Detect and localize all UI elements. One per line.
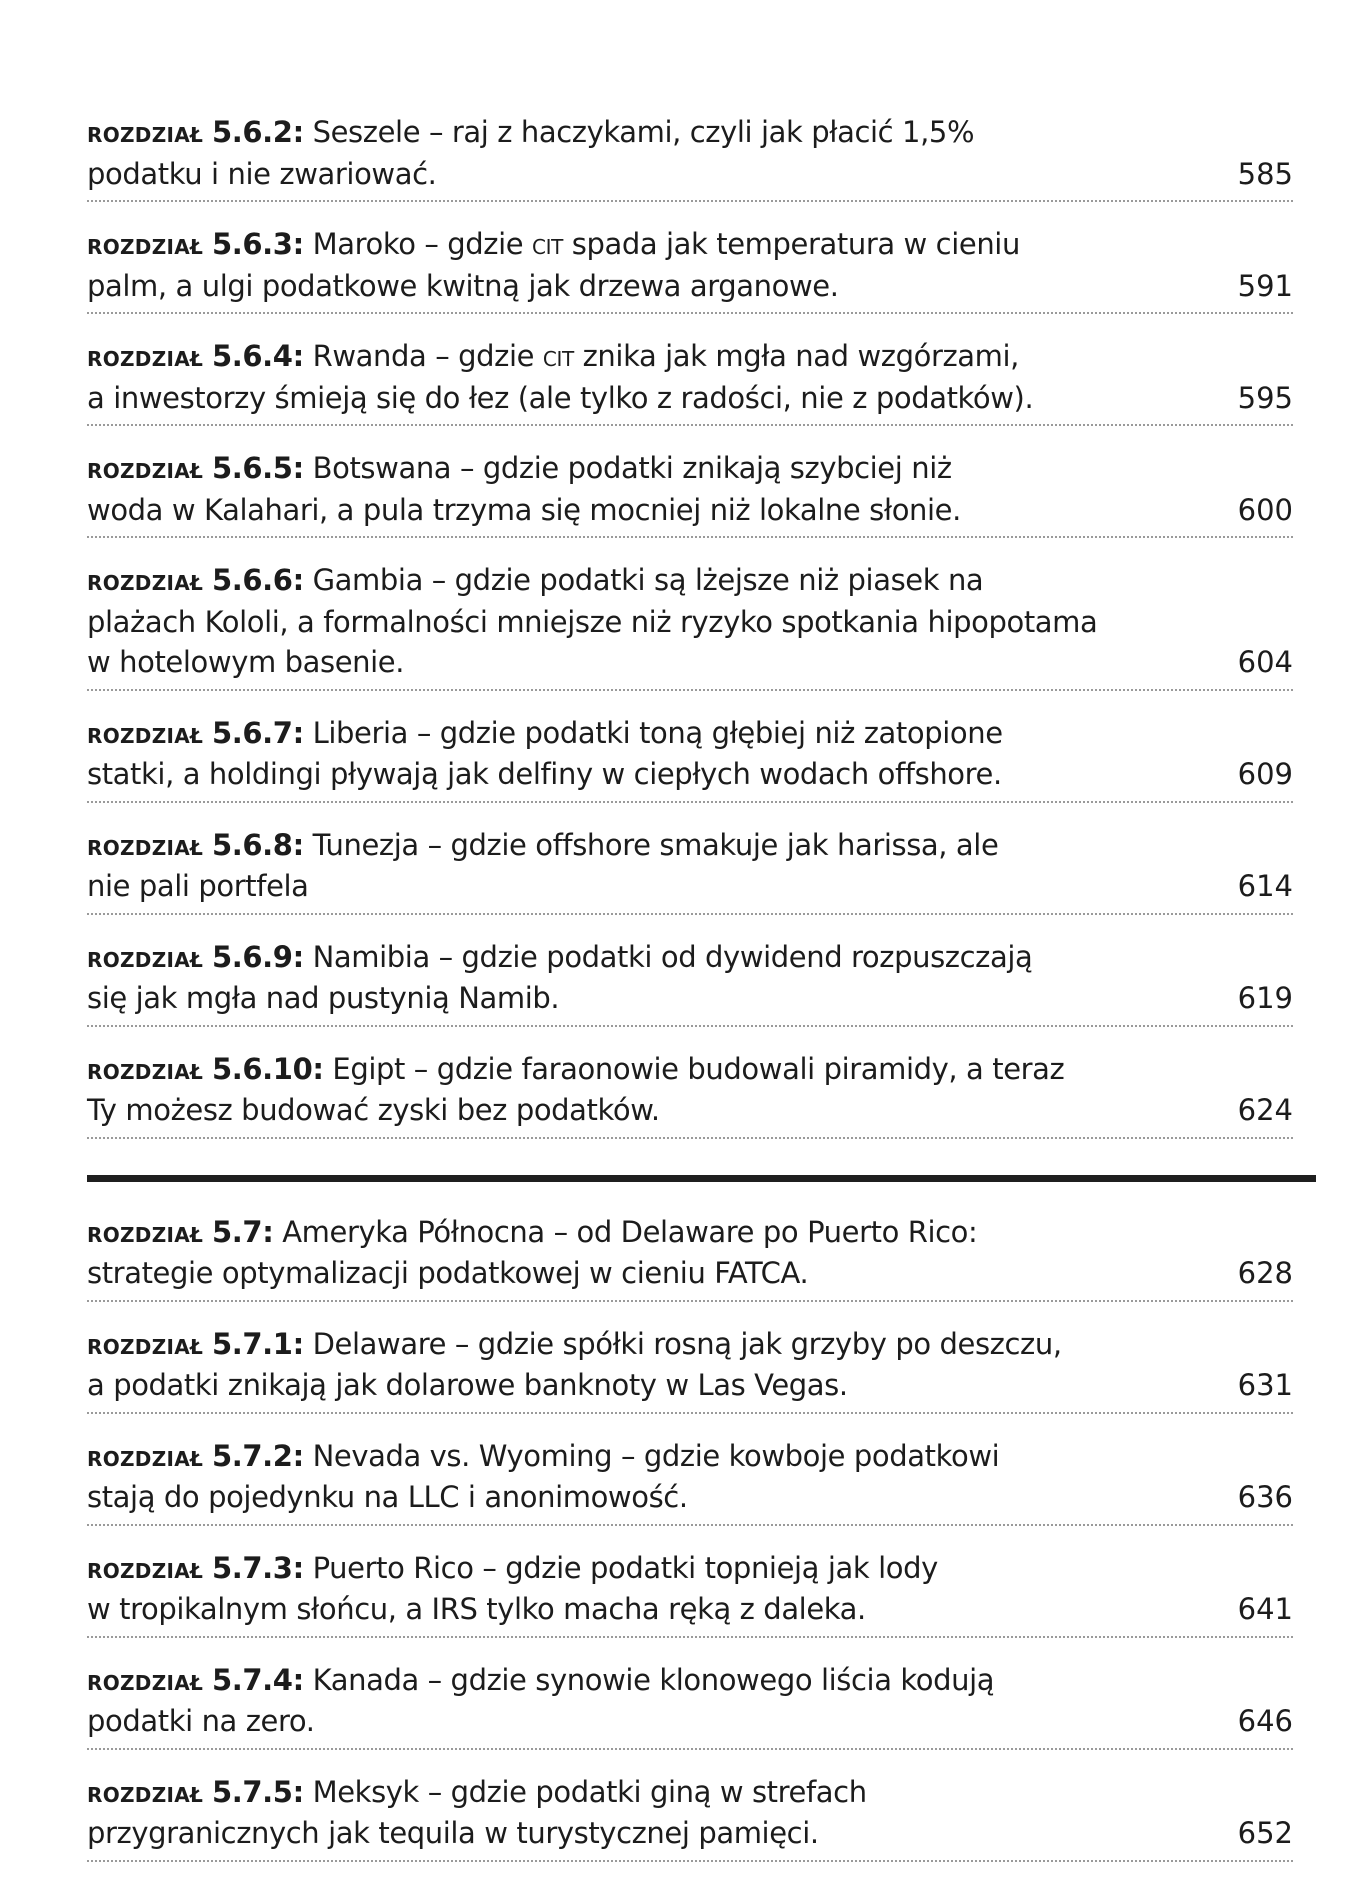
- title-line: Kanada – gdzie synowie klonowego liścia kodują: [312, 1662, 995, 1697]
- toc-entry[interactable]: [87, 1772, 1293, 1862]
- chapter-number: 5.6.9: [212, 939, 293, 974]
- title-line: Maroko – gdzie cit spada jak temperatura w cieniu: [312, 227, 1020, 261]
- toc-entry[interactable]: [87, 713, 1293, 803]
- page-number: 652: [1237, 1816, 1293, 1850]
- chapter-colon: :: [292, 563, 304, 597]
- entry-title: [87, 1324, 1177, 1406]
- chapter-number: 5.6.8: [212, 827, 293, 862]
- title-line: palm, a ulgi podatkowe kwitną jak drzewa arganowe.: [87, 268, 839, 303]
- chapter-title-text: [87, 1775, 867, 1851]
- title-line: w hotelowym basenie.: [87, 645, 405, 679]
- toc-entry[interactable]: [87, 224, 1293, 314]
- chapter-colon: :: [312, 1051, 324, 1086]
- chapter-colon: :: [292, 1550, 304, 1585]
- toc-entry[interactable]: [87, 1548, 1293, 1638]
- entry-title: [87, 448, 1177, 530]
- page-number: 624: [1237, 1093, 1293, 1127]
- page-number: 628: [1237, 1256, 1293, 1290]
- chapter-number: 5.7.4: [212, 1662, 293, 1697]
- chapter-colon: :: [292, 1662, 304, 1697]
- chapter-colon: :: [292, 115, 304, 149]
- chapter-label: rozdział: [87, 716, 204, 750]
- chapter-number: 5.6.3: [212, 227, 293, 261]
- page-number: 585: [1237, 156, 1293, 191]
- chapter-colon: :: [292, 1326, 304, 1361]
- title-line: stają do pojedynku na LLC i anonimowość.: [87, 1480, 688, 1514]
- chapter-label: rozdział: [87, 1551, 204, 1585]
- title-line: Puerto Rico – gdzie podatki topnieją jak lody: [312, 1550, 938, 1585]
- chapter-label: rozdział: [87, 828, 204, 862]
- title-line: nie pali portfela: [87, 869, 309, 903]
- entry-title: [87, 336, 1177, 418]
- title-line: Liberia – gdzie podatki toną głębiej niż zatopione: [312, 715, 1003, 750]
- toc-entry[interactable]: [87, 112, 1293, 202]
- chapter-label: rozdział: [87, 116, 204, 149]
- chapter-label: rozdział: [87, 228, 204, 261]
- chapter-label: rozdział: [87, 940, 204, 974]
- toc-entry[interactable]: [87, 937, 1293, 1027]
- title-line: a podatki znikają jak dolarowe banknoty w Las Vegas.: [87, 1368, 848, 1402]
- title-line: strategie optymalizacji podatkowej w cieniu FATCA.: [87, 1256, 809, 1290]
- page-number: 641: [1237, 1592, 1293, 1626]
- title-line: Botswana – gdzie podatki znikają szybciej niż: [312, 451, 952, 485]
- title-line: Ty możesz budować zyski bez podatków.: [87, 1093, 660, 1127]
- chapter-number: 5.7.1: [212, 1326, 293, 1361]
- title-line: plażach Kololi, a formalności mniejsze niż ryzyko spotkania hipopotama: [87, 604, 1098, 639]
- title-line: statki, a holdingi pływają jak delfiny w ciepłych wodach offshore.: [87, 757, 1002, 791]
- chapter-label: rozdział: [87, 1439, 204, 1473]
- entry-title: [87, 1212, 1177, 1294]
- toc-section-north-america: [87, 1212, 1293, 1862]
- chapter-number: 5.6.4: [212, 339, 293, 373]
- title-line: przygranicznych jak tequila w turystycznej pamięci.: [87, 1816, 819, 1850]
- page-number: 646: [1237, 1704, 1293, 1738]
- title-line: a inwestorzy śmieją się do łez (ale tylko z radości, nie z podatków).: [87, 380, 1034, 415]
- entry-title: [87, 937, 1177, 1019]
- toc-entry[interactable]: [87, 1324, 1293, 1414]
- page-number: 636: [1237, 1480, 1293, 1514]
- title-line: w tropikalnym słońcu, a IRS tylko macha ręką z daleka.: [87, 1592, 866, 1626]
- title-line: się jak mgła nad pustynią Namib.: [87, 981, 560, 1015]
- title-line: Ameryka Północna – od Delaware po Puerto Rico:: [282, 1214, 978, 1249]
- title-line: woda w Kalahari, a pula trzyma się mocniej niż lokalne słonie.: [87, 492, 961, 527]
- chapter-number: 5.7: [212, 1214, 263, 1249]
- page-number: 609: [1237, 757, 1293, 791]
- chapter-colon: :: [292, 715, 304, 750]
- chapter-number: 5.7.3: [212, 1550, 293, 1585]
- toc-entry[interactable]: [87, 560, 1293, 691]
- chapter-colon: :: [262, 1214, 274, 1249]
- chapter-colon: :: [292, 1774, 304, 1809]
- chapter-label: rozdział: [87, 452, 204, 485]
- title-line: Rwanda – gdzie cit znika jak mgła nad wzgórzami,: [312, 339, 1019, 373]
- chapter-label: rozdział: [87, 564, 204, 597]
- chapter-number: 5.6.6: [212, 563, 293, 597]
- page-number: 631: [1237, 1368, 1293, 1402]
- toc-entry[interactable]: [87, 336, 1293, 426]
- chapter-label: rozdział: [87, 340, 204, 373]
- entry-title: [87, 1548, 1177, 1630]
- chapter-colon: :: [292, 339, 304, 373]
- chapter-colon: :: [292, 939, 304, 974]
- title-line: Nevada vs. Wyoming – gdzie kowboje podatkowi: [312, 1438, 1000, 1473]
- toc-entry[interactable]: [87, 825, 1293, 915]
- chapter-number: 5.6.5: [212, 451, 293, 485]
- table-of-contents: [87, 112, 1293, 1884]
- toc-entry[interactable]: [87, 1212, 1293, 1302]
- page-number: 595: [1237, 380, 1293, 415]
- chapter-label: rozdział: [87, 1215, 204, 1249]
- chapter-colon: :: [292, 1438, 304, 1473]
- title-line: Seszele – raj z haczykami, czyli jak płacić 1,5%: [312, 115, 975, 149]
- entry-title: [87, 713, 1177, 795]
- entry-title: [87, 560, 1177, 683]
- chapter-label: rozdział: [87, 1663, 204, 1697]
- chapter-colon: :: [292, 227, 304, 261]
- title-line: Egipt – gdzie faraonowie budowali piramidy, a teraz: [332, 1051, 1065, 1086]
- toc-entry[interactable]: [87, 1049, 1293, 1139]
- page-number: 600: [1237, 492, 1293, 527]
- chapter-label: rozdział: [87, 1052, 204, 1086]
- entry-title: [87, 1436, 1177, 1518]
- title-line: podatki na zero.: [87, 1704, 315, 1738]
- chapter-label: rozdział: [87, 1327, 204, 1361]
- chapter-number: 5.6.10: [212, 1051, 313, 1086]
- entry-title: [87, 224, 1177, 306]
- page-number: 604: [1237, 645, 1293, 679]
- chapter-number: 5.6.7: [212, 715, 293, 750]
- chapter-number: 5.6.2: [212, 115, 293, 149]
- page-number: 619: [1237, 981, 1293, 1015]
- title-line: Tunezja – gdzie offshore smakuje jak harissa, ale: [312, 827, 999, 862]
- entry-title: [87, 1049, 1177, 1131]
- title-line: Delaware – gdzie spółki rosną jak grzyby po deszczu,: [312, 1326, 1062, 1361]
- title-line: podatku i nie zwariować.: [87, 156, 437, 191]
- chapter-number: 5.7.2: [212, 1438, 293, 1473]
- toc-entry[interactable]: [87, 1436, 1293, 1526]
- entry-title: [87, 1772, 1177, 1854]
- toc-section-africa: [87, 112, 1293, 1139]
- toc-entry[interactable]: [87, 1660, 1293, 1750]
- chapter-colon: :: [292, 451, 304, 485]
- page-number: 591: [1237, 268, 1293, 303]
- entry-title: [87, 112, 1177, 194]
- toc-entry[interactable]: [87, 448, 1293, 538]
- chapter-number: 5.7.5: [212, 1774, 293, 1809]
- chapter-label: rozdział: [87, 1775, 204, 1809]
- page-number: 614: [1237, 869, 1293, 903]
- entry-title: [87, 825, 1177, 907]
- title-line: Meksyk – gdzie podatki giną w strefach: [312, 1774, 867, 1809]
- section-divider: [87, 1175, 1316, 1182]
- title-line: Namibia – gdzie podatki od dywidend rozpuszczają: [312, 939, 1033, 974]
- title-line: Gambia – gdzie podatki są lżejsze niż piasek na: [312, 563, 984, 597]
- entry-title: [87, 1660, 1177, 1742]
- chapter-colon: :: [292, 827, 304, 862]
